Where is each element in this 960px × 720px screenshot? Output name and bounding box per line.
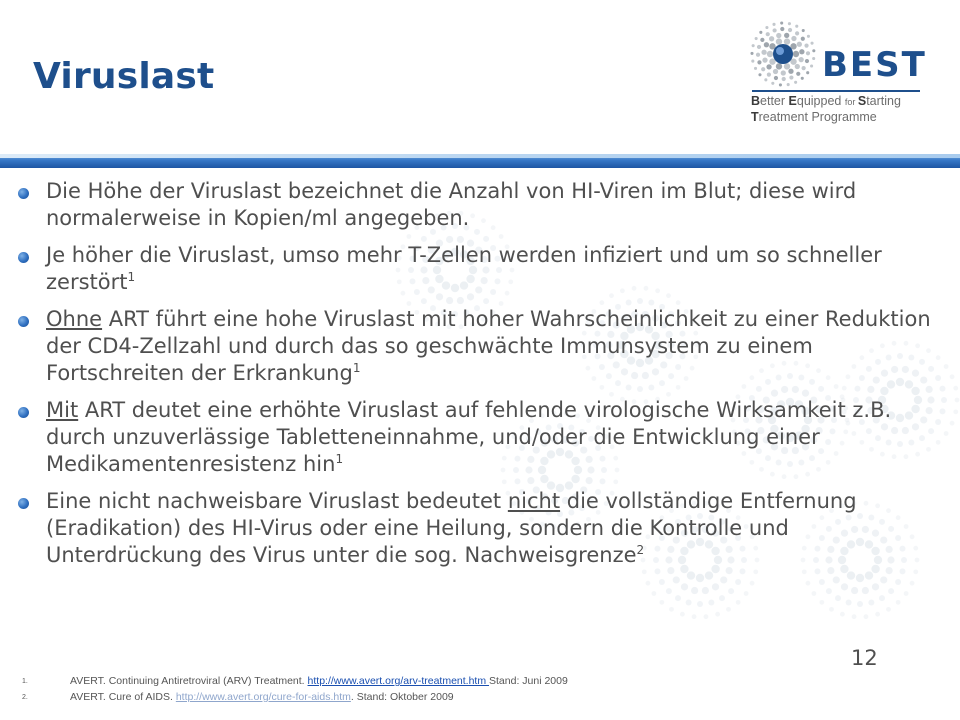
reference-link[interactable]: http://www.avert.org/arv-treatment.htm bbox=[307, 675, 490, 687]
footnote-marker: 2 bbox=[636, 543, 645, 557]
tagline-text: reatment Programme bbox=[758, 110, 877, 124]
reference-date: Stand: Juni 2009 bbox=[489, 675, 568, 687]
tagline-small: for bbox=[844, 97, 858, 107]
underlined-text: nicht bbox=[507, 489, 561, 513]
header-accent-bar bbox=[0, 154, 960, 168]
bullet-item bbox=[0, 178, 960, 232]
bullet-text: die vollständige Entfernung (Eradikation) des HI-Virus oder eine Heilung, sondern die Kontrolle und Unterdrückung des Virus unter die sog. Nachweisgrenze bbox=[46, 489, 857, 567]
bullet-dot-icon bbox=[18, 316, 29, 327]
bullet-text: Eine nicht nachweisbare Viruslast bedeutet bbox=[46, 489, 508, 513]
footnote-marker: 1 bbox=[127, 270, 136, 284]
bullet-list bbox=[0, 178, 960, 569]
bullet-text: ART führt eine hohe Viruslast mit hoher Wahrscheinlichkeit zu einer Reduktion der CD4-Zellzahl und durch das so geschwächte Immunsystem zu einem Fortschreiten der Erkrankung bbox=[46, 307, 931, 385]
reference-link[interactable]: http://www.avert.org/cure-for-aids.htm bbox=[175, 691, 351, 703]
bullet-item bbox=[0, 397, 960, 478]
tagline-text: quipped bbox=[796, 94, 845, 108]
bullet-dot-icon bbox=[18, 252, 29, 263]
tagline-text: tarting bbox=[866, 94, 901, 108]
bullet-dot-icon bbox=[18, 407, 29, 418]
footnote-marker: 1 bbox=[335, 452, 344, 466]
page-number: 12 bbox=[851, 646, 878, 670]
logo-tagline-line-2 bbox=[751, 110, 901, 125]
page-title: Viruslast bbox=[33, 56, 215, 97]
tagline-text: etter bbox=[760, 94, 789, 108]
logo-divider bbox=[752, 90, 920, 92]
logo-tagline-line-1 bbox=[751, 94, 901, 110]
underlined-text: Ohne bbox=[46, 307, 103, 331]
tagline-initial: E bbox=[788, 94, 797, 108]
reference-text bbox=[70, 689, 454, 705]
logo-wordmark: BEST bbox=[822, 45, 927, 85]
bullet-item bbox=[0, 306, 960, 387]
logo-tagline bbox=[751, 94, 901, 125]
tagline-initial: T bbox=[751, 110, 759, 124]
reference-text bbox=[70, 673, 568, 689]
bullet-text: ART deutet eine erhöhte Viruslast auf fehlende virologische Wirksamkeit z.B. durch unzuverlässige Tabletteneinnahme, und/oder die Entwicklung einer Medikamentenresistenz hin bbox=[46, 398, 892, 476]
underlined-text: Mit bbox=[46, 398, 79, 422]
footnote-marker: 1 bbox=[352, 361, 361, 375]
reference-number: 1. bbox=[22, 678, 28, 685]
bullet-dot-icon bbox=[18, 188, 29, 199]
bullet-item bbox=[0, 488, 960, 569]
reference-date: . Stand: Oktober 2009 bbox=[350, 691, 454, 703]
bullet-text: Je höher die Viruslast, umso mehr T-Zellen werden infiziert und um so schneller zerstört bbox=[46, 243, 882, 294]
reference-citation: AVERT. Cure of AIDS. bbox=[70, 691, 176, 703]
bullet-item bbox=[0, 242, 960, 296]
globe-emblem-icon bbox=[748, 18, 818, 90]
best-logo bbox=[745, 18, 930, 128]
reference-citation: AVERT. Continuing Antiretroviral (ARV) Treatment. bbox=[70, 675, 308, 687]
tagline-initial: B bbox=[751, 94, 761, 108]
bullet-dot-icon bbox=[18, 498, 29, 509]
reference-number: 2. bbox=[22, 694, 28, 701]
bullet-text: Die Höhe der Viruslast bezeichnet die Anzahl von HI-Viren im Blut; diese wird normalerweise in Kopien/ml angegeben. bbox=[46, 179, 857, 230]
tagline-initial: S bbox=[857, 94, 867, 108]
